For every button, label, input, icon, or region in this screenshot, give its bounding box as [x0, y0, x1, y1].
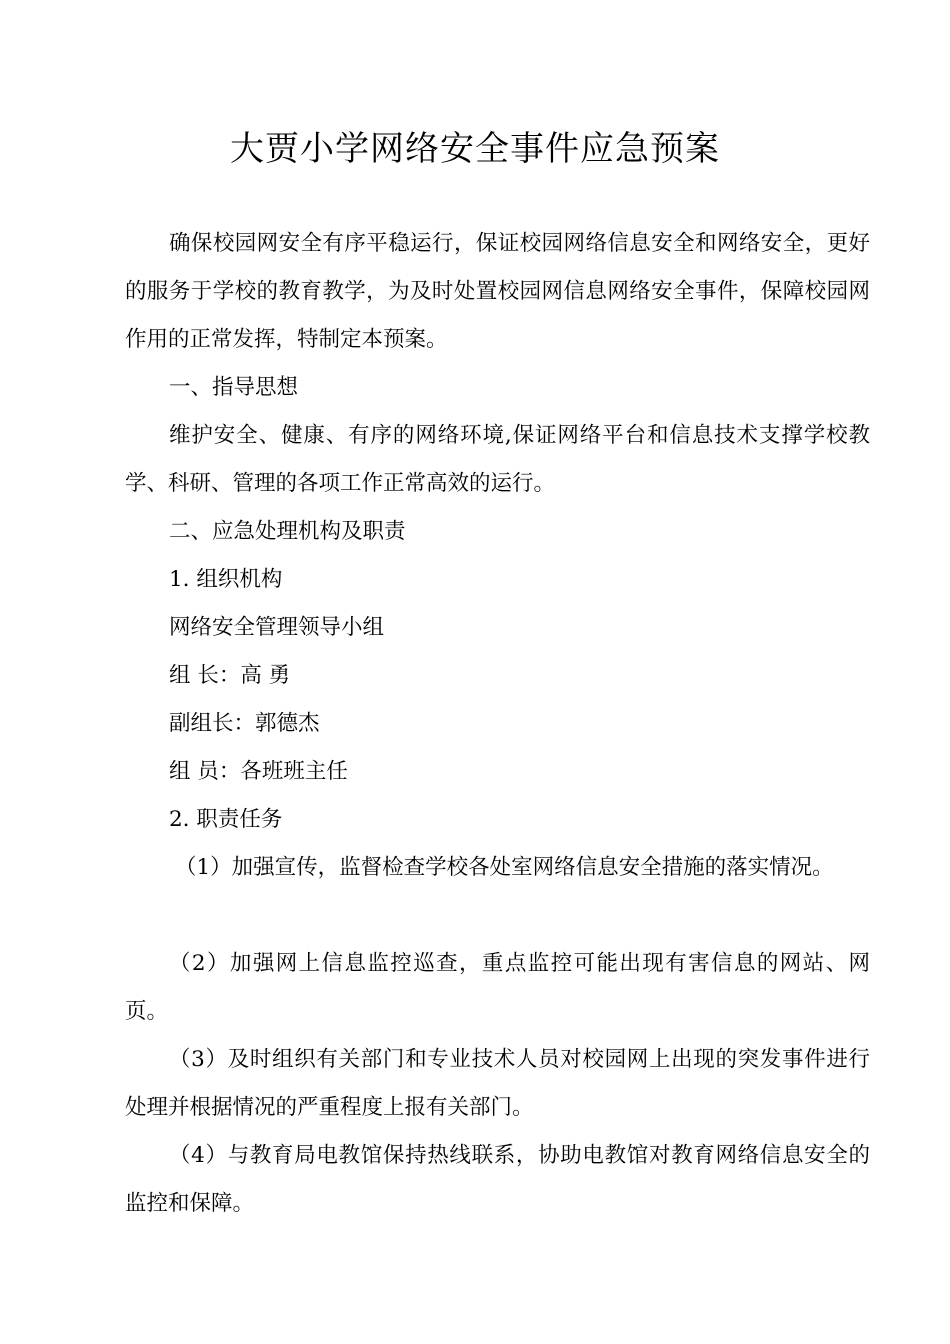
- blank-line: [125, 892, 870, 940]
- subheading-organization: 1. 组织机构: [169, 567, 283, 592]
- group-leader-line: 组 长：高 勇: [169, 663, 291, 688]
- leadership-group-name: 网络安全管理领导小组: [169, 615, 385, 640]
- duty-item-1: （1）加强宣传，监督检查学校各处室网络信息安全措施的落实情况。: [175, 855, 834, 880]
- group-members-line: 组 员：各班班主任: [169, 759, 348, 784]
- document-body: [125, 220, 870, 1228]
- duty-item-2: （2）加强网上信息监控巡查，重点监控可能出现有害信息的网站、网页。: [125, 951, 870, 1024]
- subheading-duties: 2. 职责任务: [169, 807, 283, 832]
- intro-paragraph: 确保校园网安全有序平稳运行，保证校园网络信息安全和网络安全，更好的服务于学校的教育教学，为及时处置校园网信息网络安全事件，保障校园网作用的正常发挥，特制定本预案。: [125, 231, 870, 352]
- guiding-ideology-paragraph: 维护安全、健康、有序的网络环境,保证网络平台和信息技术支撑学校教学、科研、管理的各项工作正常高效的运行。: [125, 423, 870, 496]
- duty-item-4: （4）与教育局电教馆保持热线联系，协助电教馆对教育网络信息安全的监控和保障。: [125, 1143, 870, 1216]
- section-heading-emergency-organization: 二、应急处理机构及职责: [169, 519, 406, 544]
- section-heading-guiding-ideology: 一、指导思想: [169, 375, 299, 400]
- document-title: 大贾小学网络安全事件应急预案: [230, 129, 720, 169]
- deputy-leader-line: 副组长：郭德杰: [169, 711, 320, 736]
- duty-item-3: （3）及时组织有关部门和专业技术人员对校园网上出现的突发事件进行处理并根据情况的严重程度上报有关部门。: [125, 1047, 870, 1120]
